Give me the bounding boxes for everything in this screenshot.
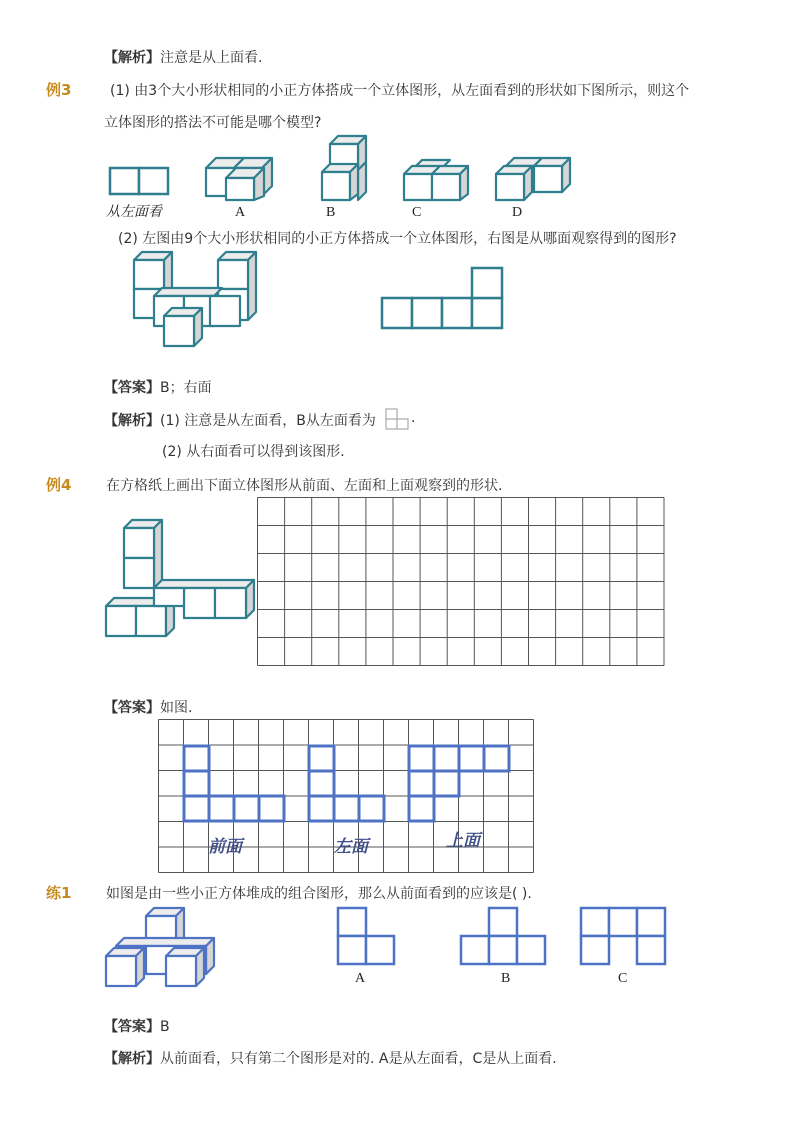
analysis-text: 注意是从上面看.: [160, 50, 263, 66]
top-view-cell: [409, 746, 434, 771]
option-b-label: B: [326, 205, 336, 220]
left-view-cell: [309, 771, 334, 796]
option-d-label: D: [512, 205, 523, 220]
top-view-cell: [409, 771, 434, 796]
analysis-1-end: .: [411, 410, 416, 426]
ex4-solid-figure: [104, 518, 256, 638]
option-a-figure: [204, 156, 276, 202]
top-view-cell: [409, 796, 434, 821]
top-view-label: 上面: [446, 831, 480, 851]
front-view-cell: [259, 796, 284, 821]
front-view-label: 前面: [208, 837, 242, 857]
top-analysis: [104, 47, 262, 67]
ex3-analysis-1: [104, 410, 376, 430]
analysis-label: 【解析】: [104, 413, 160, 429]
ex3-question-1-line-1: (1) 由3个大小形状相同的小正方体搭成一个立体图形，从左面看到的形状如下图所示，则这个: [110, 83, 690, 99]
pr1-option-b-figure: [459, 906, 547, 966]
analysis-label: 【解析】: [104, 1051, 160, 1067]
answer-label: 【答案】: [104, 700, 160, 716]
pr1-answer: [104, 1016, 170, 1036]
pr1-option-c-label: C: [618, 971, 628, 986]
ex3-question-1-line-2: 立体图形的搭法不可能是哪个模型?: [104, 115, 322, 131]
ex4-question: 在方格纸上画出下面立体图形从前面、左面和上面观察到的形状.: [106, 478, 503, 494]
practice-1-tag: 练1: [46, 884, 72, 902]
answer-text: 如图.: [160, 700, 193, 716]
analysis-text: 从前面看，只有第二个图形是对的. A是从左面看，C是从上面看.: [160, 1051, 557, 1067]
example-4-tag: 例4: [46, 476, 72, 494]
ex3-analysis-2: (2) 从右面看可以得到该图形.: [162, 444, 345, 460]
pr1-analysis: [104, 1048, 557, 1068]
top-view-cell: [434, 771, 459, 796]
side-view-figure: [380, 266, 504, 330]
left-view-cell: [309, 746, 334, 771]
left-view-caption: 从左面看: [106, 204, 162, 220]
ex3-answer: [104, 377, 212, 397]
front-view-cell: [234, 796, 259, 821]
option-c-label: C: [412, 205, 422, 220]
front-view-cell: [184, 771, 209, 796]
front-view-cell: [184, 796, 209, 821]
left-view-figure: [108, 166, 172, 196]
inline-left-view-icon: [385, 408, 411, 430]
option-d-figure: [494, 156, 574, 202]
pr1-option-a-label: A: [355, 971, 366, 986]
left-view-label: 左面: [334, 837, 368, 857]
option-c-figure: [402, 158, 470, 202]
answer-label: 【答案】: [104, 380, 160, 396]
left-view-cell: [359, 796, 384, 821]
top-view-cell: [434, 746, 459, 771]
pr1-option-b-label: B: [501, 971, 511, 986]
analysis-1-text: (1) 注意是从左面看，B从左面看为: [160, 413, 376, 429]
ex3-question-2: (2) 左图由9个大小形状相同的小正方体搭成一个立体图形，右图是从哪面观察得到的图形?: [118, 231, 677, 247]
nine-cube-solid-figure: [132, 250, 260, 350]
option-b-figure: [320, 134, 372, 202]
analysis-label: 【解析】: [104, 50, 160, 66]
ex4-answer: [104, 697, 192, 717]
top-view-cell: [484, 746, 509, 771]
pr1-solid-figure: [104, 906, 220, 990]
answer-text: B: [160, 1019, 170, 1035]
example-3-tag: 例3: [46, 81, 72, 99]
empty-square-grid: [257, 497, 665, 667]
top-view-cell: [459, 746, 484, 771]
pr1-option-a-figure: [336, 906, 396, 966]
pr1-option-c-figure: [579, 906, 667, 966]
left-view-cell: [309, 796, 334, 821]
front-view-cell: [209, 796, 234, 821]
left-view-cell: [334, 796, 359, 821]
answer-text: B；右面: [160, 380, 212, 396]
answer-label: 【答案】: [104, 1019, 160, 1035]
option-a-label: A: [235, 205, 246, 220]
pr1-question: 如图是由一些小正方体堆成的组合图形，那么从前面看到的应该是( ).: [106, 886, 532, 902]
front-view-cell: [184, 746, 209, 771]
